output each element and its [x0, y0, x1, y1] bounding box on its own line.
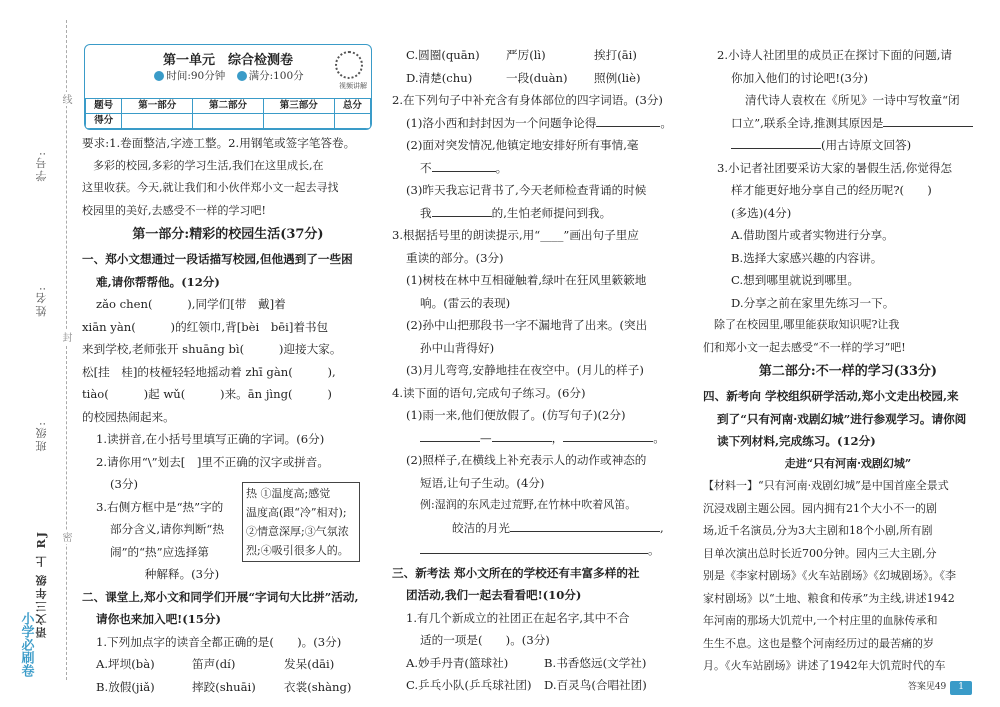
- column-1: [82, 132, 374, 698]
- unit-title: 第一单元 综合检测卷: [162, 53, 293, 68]
- score-header-2: 第二部分: [193, 98, 264, 113]
- q1-item-3: 种解释。(3分): [110, 567, 220, 581]
- q2-3a: (1)树枝在林中互相碰触着,绿叶在狂风里簌簌地: [406, 273, 647, 287]
- q2-1-options-c: C.圆圈(quān) 严厉(lì) 挨打(āi): [406, 48, 637, 62]
- q2-stem: 二、课堂上,郑小文和同学们开展“字词句大比拼”活动,: [82, 589, 359, 604]
- q2-2b-cont: 不 。: [392, 157, 684, 180]
- q1-stem: 一、郑小文想通过一段话描写校园,但他遇到了一些困: [82, 252, 353, 266]
- clock-icon: [154, 71, 164, 81]
- reading-subtitle: 走进“只有河南·戏剧幻城”: [784, 456, 912, 470]
- q3-1: 1.有几个新成立的社团正在起名字,其中不合: [406, 610, 630, 625]
- margin-word-close: 密: [60, 532, 71, 542]
- material-line: 家村剧场》以“土地、粮食和传承”为主线,讲述1942: [703, 591, 955, 605]
- q2-1-question: 1.下列加点字的读音全都正确的是( )。(3分): [96, 634, 342, 649]
- material-line: 别是《李家村剧场》《火车站剧场》《幻城剧场》。《李: [703, 569, 956, 582]
- q3-3-option: D.分享之前在家里先练习一下。: [731, 295, 895, 310]
- score-cell[interactable]: [193, 113, 264, 128]
- score-table: [85, 98, 371, 130]
- q1-stem: 难,请你帮帮他。(12分): [96, 274, 220, 289]
- q2-3b: 孙中山背得好): [420, 340, 495, 355]
- q2-4a-answer: — ， 。: [392, 427, 684, 450]
- margin-word-seal: 封: [60, 332, 71, 342]
- q2-1-options-ab: A.坪坝(bà) 笛声(dí) 发呆(dāi): [96, 657, 335, 671]
- q2-3c: (3)月儿弯弯,安静地挂在夜空中。(月儿的样子): [406, 363, 644, 377]
- q2-2c-cont: 我 的,生怕老师提问到我。: [392, 202, 684, 225]
- q3-3-option: C.想到哪里就说到哪里。: [731, 273, 860, 287]
- answer-blank[interactable]: [510, 518, 660, 532]
- q2-4b-example: 例:湿润的东风走过荒野,在竹林中吹着风笛。: [420, 498, 637, 511]
- q3-2: 你加入他们的讨论吧!(3分): [731, 70, 869, 85]
- margin-word-line: 线: [60, 94, 71, 104]
- intro-line: 这里收获。今天,就让我们和小伙伴郑小文一起去寻找: [82, 181, 339, 194]
- q2-1-options-d: D.清楚(chu) 一段(duàn) 照例(liè): [406, 70, 641, 85]
- q2-3-question: 重读的部分。(3分): [406, 250, 504, 265]
- answer-blank[interactable]: [731, 135, 821, 149]
- q1-item-3: 3.右侧方框中是“热”字的: [96, 499, 224, 514]
- q1-item-1: 1.读拼音,在小括号里填写正确的字词。(6分): [96, 432, 325, 446]
- definition-box: [242, 482, 360, 562]
- score-cell[interactable]: [263, 113, 334, 128]
- q3-1-options-ab: A.妙手丹青(篮球社) B.书香悠远(文学社): [406, 655, 647, 670]
- outro: 们和郑小文一起去感受“不一样的学习”吧!: [703, 340, 906, 354]
- material-line: 年河南的那场大饥荒中,一个村庄里的血脉传承和: [703, 614, 938, 627]
- intro-line: 多彩的校园,多彩的学习生活,我们在这里成长,在: [82, 158, 324, 172]
- q1-item-2-score: (3分): [110, 477, 139, 491]
- answer-blank[interactable]: [883, 113, 973, 127]
- q3-2-text: (用古诗原文回答): [703, 134, 993, 157]
- material-line: 目单次演出总时长近700分钟。园内三大主剧,分: [703, 546, 937, 560]
- part1-heading: 第一部分:精彩的校园生活(37分): [132, 227, 324, 242]
- q3-stem: 团活动,我们一起去看看吧!(10分): [406, 588, 582, 602]
- page-number: 1: [950, 681, 972, 695]
- q3-3-option: A.借助图片或者实物进行分享。: [731, 228, 894, 242]
- unit-header-card: [84, 44, 372, 130]
- pinyin-line: 松[挂 桂]的枝桠轻轻地摇动着 zhī gàn( ),: [82, 364, 336, 379]
- column-2: [392, 44, 684, 697]
- q1-item-2: 2.请你用“\”划去[ ]里不正确的汉字或拼音。: [96, 454, 329, 469]
- q3-3: (多选)(4分): [731, 205, 792, 220]
- score-header-1: 第一部分: [122, 98, 193, 113]
- q3-3: 样才能更好地分享自己的经历呢?( ): [731, 183, 932, 197]
- requirements: 要求:1.卷面整洁,字迹工整。2.用钢笔或签字笔答卷。: [82, 136, 356, 150]
- score-header-4: 总分: [334, 98, 370, 113]
- qr-code-icon[interactable]: [335, 51, 363, 79]
- q2-2b: (2)面对突发情况,他镇定地安排好所有事情,毫: [406, 138, 639, 152]
- q2-4b-answer-2: 。: [392, 539, 684, 562]
- q3-1-options-cd: C.乒乓小队(乒乓球社团) D.百灵鸟(合唱社团): [406, 678, 647, 692]
- brand-logo: 小学必刷卷: [18, 612, 34, 677]
- definition-line: 烈;④吸引很多人的。: [246, 544, 349, 557]
- q2-4-question: 4.读下面的语句,完成句子练习。(6分): [392, 385, 586, 400]
- exam-meta: [85, 69, 371, 85]
- q3-1: 适的一项是( )。(3分): [420, 633, 550, 647]
- q2-stem: 请你也来加入吧!(15分): [96, 612, 221, 626]
- q3-3-option: B.选择大家感兴趣的内容讲。: [731, 250, 883, 265]
- material-line: 【材料一】“只有河南·戏剧幻城”是中国首座全景式: [703, 479, 949, 492]
- answer-blank[interactable]: [420, 540, 648, 554]
- number-label: 学号:: [35, 150, 48, 182]
- definition-line: 温度高(跟“冷”相对);: [246, 506, 347, 519]
- score-cell[interactable]: [334, 113, 370, 128]
- column-3: [703, 44, 993, 678]
- score-header-3: 第三部分: [263, 98, 334, 113]
- score-cell[interactable]: [122, 113, 193, 128]
- q3-stem: 三、新考法 郑小文所在的学校还有丰富多样的社: [392, 565, 640, 580]
- time-limit: 时间:90分钟: [166, 70, 226, 82]
- answer-ref: 答案见49: [907, 682, 947, 692]
- answer-blank[interactable]: [492, 428, 552, 442]
- q2-4b: 短语,让句子生动。(4分): [420, 475, 545, 490]
- intro-line: 校园里的美好,去感受不一样的学习吧!: [82, 203, 266, 217]
- q2-1-options-b: B.放假(jiǎ) 摔跤(shuāi) 衣裳(shàng): [96, 679, 352, 694]
- q3-3: 3.小记者社团要采访大家的暑假生活,你觉得怎: [717, 160, 953, 175]
- full-score: 满分:100分: [248, 70, 304, 82]
- class-label: 班级:: [35, 420, 48, 452]
- q3-2-text: 口立”,联系全诗,推测其原因是: [703, 112, 993, 135]
- answer-blank[interactable]: [563, 428, 653, 442]
- q4-stem: 四、新考向 学校组织研学活动,郑小文走出校园,来: [703, 389, 959, 403]
- video-label: 视频讲解: [339, 82, 367, 90]
- material-line: 场,近千名演员,分为3大主剧和18个小剧,所有剧: [703, 524, 933, 537]
- pinyin-line: tiào( )起 wǔ( )来。ān jìng( ): [82, 387, 332, 401]
- q4-stem: 到了“只有河南·戏剧幻城”进行参观学习。请你阅: [717, 411, 967, 426]
- name-label: 姓名:: [35, 285, 48, 317]
- score-row-label: 得分: [86, 113, 122, 128]
- answer-blank[interactable]: [420, 428, 480, 442]
- q2-3b: (2)孙中山把那段书一字不漏地背了出来。(突出: [406, 318, 648, 332]
- part2-heading: 第二部分:不一样的学习(33分): [758, 364, 938, 379]
- q2-2a: (1)洛小西和封封因为一个问题争论得 。: [392, 112, 684, 135]
- pinyin-line: xiān yàn( )的红领巾,背[bèi bēi]着书包: [82, 319, 329, 334]
- pinyin-line: 来到学校,老师张开 shuāng bì( )迎接大家。: [82, 342, 342, 356]
- q4-stem: 读下列材料,完成练习。(12分): [717, 434, 876, 448]
- q2-3a: 响。(雷云的表现): [420, 295, 511, 310]
- answer-blank[interactable]: [432, 158, 496, 172]
- binding-margin: [0, 0, 76, 707]
- score-header-0: 题号: [86, 98, 122, 113]
- definition-line: ②情意深厚;③气氛浓: [246, 525, 349, 538]
- page-footer: [908, 681, 972, 695]
- q2-3-question: 3.根据括号里的朗读提示,用“____”画出句子里应: [392, 228, 639, 242]
- q1-item-3: 闹”的“热”应选择第: [110, 544, 209, 559]
- material-line: 月。《火车站剧场》讲述了1942年大饥荒时代的车: [703, 659, 946, 672]
- q2-4b-answer: 皎洁的月光 ,: [392, 517, 684, 540]
- pinyin-line: zǎo chen( ),同学们[带 戴]着: [96, 297, 286, 311]
- q3-2-text: 清代诗人袁枚在《所见》一诗中写牧童“闭: [745, 93, 960, 107]
- outro: 除了在校园里,哪里能获取知识呢?让我: [703, 318, 900, 331]
- q2-4b: (2)照样子,在横线上补充表示人的动作或神态的: [406, 453, 647, 467]
- q2-4a: (1)雨一来,他们便放假了。(仿写句子)(2分): [406, 408, 626, 422]
- answer-blank[interactable]: [432, 203, 492, 217]
- book-label: 语文三年级 上 RJ: [35, 530, 48, 639]
- definition-line: 热 ①温度高;感觉: [246, 487, 331, 500]
- q3-2: 2.小诗人社团里的成员正在探讨下面的问题,请: [717, 48, 953, 62]
- answer-blank[interactable]: [596, 113, 660, 127]
- score-icon: [237, 71, 247, 81]
- material-line: 沉浸戏剧主题公园。园内拥有21个大小不一的剧: [703, 501, 937, 515]
- material-line: 生生不息。这也是整个河南经历过的最苦痛的岁: [703, 636, 934, 650]
- seal-line: [66, 20, 67, 680]
- q1-item-3: 部分含义,请你判断“热: [110, 522, 224, 536]
- q2-2-question: 2.在下列句子中补充含有身体部位的四字词语。(3分): [392, 93, 663, 107]
- pinyin-line: 的校园热闹起来。: [82, 409, 175, 424]
- q2-2c: (3)昨天我忘记背书了,今天老师检查背诵的时候: [406, 183, 647, 197]
